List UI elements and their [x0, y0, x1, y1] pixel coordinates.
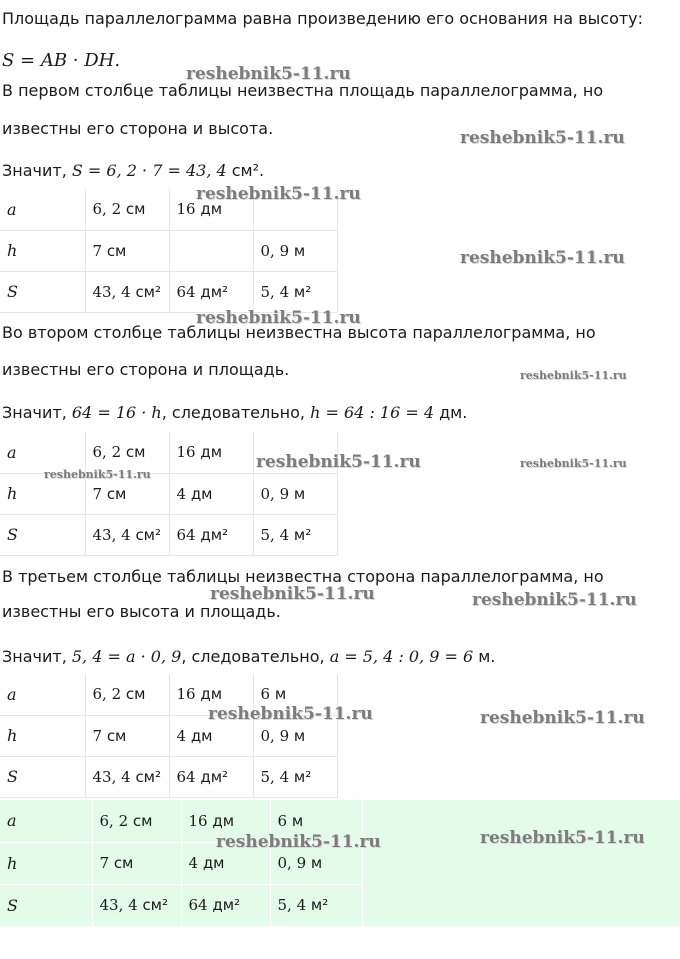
- block1-line2: известны его сторона и высота.: [2, 119, 274, 138]
- intro-text: Площадь параллелограмма равна произведению его основания на высоту:: [2, 9, 644, 28]
- watermark: reshebnik5-11.ru: [520, 457, 627, 470]
- block1-conclusion: [2, 160, 264, 182]
- conclusion-unit: м.: [473, 647, 496, 666]
- row-label: h: [0, 715, 85, 756]
- table-cell: 7 см: [85, 473, 169, 514]
- conclusion-unit: см².: [226, 161, 265, 180]
- table-cell: 6, 2 см: [85, 432, 169, 473]
- row-label: S: [0, 271, 85, 312]
- answer-table: [0, 800, 363, 927]
- block3-conclusion: [2, 646, 495, 668]
- table-cell: 5, 4 м²: [253, 756, 337, 797]
- table-cell: 7 см: [85, 715, 169, 756]
- conclusion-mid: , следовательно,: [181, 647, 330, 666]
- row-label: h: [0, 473, 85, 514]
- conclusion-math: S = 6, 2 · 7 = 43, 4: [71, 161, 227, 180]
- conclusion-math: a = 5, 4 : 0, 9 = 6: [329, 647, 474, 666]
- watermark: reshebnik5-11.ru: [216, 832, 381, 852]
- table-cell: 64 дм²: [169, 756, 253, 797]
- table-cell: 0, 9 м: [253, 230, 337, 271]
- table-cell: 4 дм: [169, 715, 253, 756]
- row-label: h: [0, 230, 85, 271]
- block2-line1: Во втором столбце таблицы неизвестна высота параллелограмма, но: [2, 323, 596, 342]
- table-cell: 64 дм²: [169, 514, 253, 555]
- table-1: [0, 189, 338, 313]
- watermark: reshebnik5-11.ru: [460, 128, 625, 148]
- row-label: S: [0, 514, 85, 555]
- watermark: reshebnik5-11.ru: [196, 308, 361, 328]
- area-formula: S = AB · DH.: [2, 50, 121, 71]
- table-cell: [169, 230, 253, 271]
- conclusion-math: h = 64 : 16 = 4: [310, 403, 435, 422]
- watermark: reshebnik5-11.ru: [256, 452, 421, 472]
- conclusion-math: 5, 4 = a · 0, 9: [71, 647, 182, 666]
- watermark: reshebnik5-11.ru: [210, 584, 375, 604]
- table-cell: 43, 4 см²: [85, 514, 169, 555]
- table-cell: 7 см: [85, 230, 169, 271]
- table-cell: 0, 9 м: [253, 715, 337, 756]
- table-cell: 6 м: [253, 674, 337, 715]
- block3-line1: В третьем столбце таблицы неизвестна сторона параллелограмма, но: [2, 567, 604, 586]
- watermark: reshebnik5-11.ru: [44, 468, 151, 481]
- conclusion-unit: дм.: [434, 403, 468, 422]
- row-label: S: [0, 884, 92, 926]
- row-label: a: [0, 189, 85, 230]
- table-cell: 4 дм: [181, 842, 270, 884]
- row-label: a: [0, 800, 92, 842]
- table-cell: 7 см: [92, 842, 181, 884]
- table-cell: 43, 4 см²: [85, 756, 169, 797]
- block3-line2: известны его высота и площадь.: [2, 602, 281, 621]
- conclusion-math: 64 = 16 · h: [71, 403, 162, 422]
- watermark: reshebnik5-11.ru: [520, 369, 627, 382]
- table-cell: 16 дм: [169, 674, 253, 715]
- table-cell: 64 дм²: [181, 884, 270, 926]
- row-label: h: [0, 842, 92, 884]
- table-cell: 64 дм²: [169, 271, 253, 312]
- row-label: a: [0, 674, 85, 715]
- table-2: [0, 432, 338, 556]
- watermark: reshebnik5-11.ru: [208, 704, 373, 724]
- table-cell: 6, 2 см: [92, 800, 181, 842]
- watermark: reshebnik5-11.ru: [480, 828, 645, 848]
- table-cell: 16 дм: [169, 432, 253, 473]
- row-label: S: [0, 756, 85, 797]
- table-cell: 6, 2 см: [85, 674, 169, 715]
- table-cell: 6 м: [270, 800, 362, 842]
- conclusion-prefix: Значит,: [2, 161, 72, 180]
- table-3: [0, 674, 338, 798]
- table-cell: 4 дм: [169, 473, 253, 514]
- table-row: [0, 271, 337, 312]
- block2-line2: известны его сторона и площадь.: [2, 360, 290, 379]
- table-cell: 43, 4 см²: [85, 271, 169, 312]
- block1-line1: В первом столбце таблицы неизвестна площадь параллелограмма, но: [2, 81, 604, 100]
- table-cell: 0, 9 м: [253, 473, 337, 514]
- watermark: reshebnik5-11.ru: [460, 248, 625, 268]
- block2-conclusion: [2, 402, 467, 424]
- conclusion-prefix: Значит,: [2, 403, 72, 422]
- watermark: reshebnik5-11.ru: [480, 708, 645, 728]
- table-cell: 5, 4 м²: [270, 884, 362, 926]
- watermark: reshebnik5-11.ru: [186, 64, 351, 84]
- watermark: reshebnik5-11.ru: [472, 590, 637, 610]
- table-row: [0, 756, 337, 797]
- table-cell: 5, 4 м²: [253, 271, 337, 312]
- conclusion-mid: , следовательно,: [161, 403, 311, 422]
- table-cell: 43, 4 см²: [92, 884, 181, 926]
- conclusion-prefix: Значит,: [2, 647, 72, 666]
- table-cell: 16 дм: [169, 189, 253, 230]
- table-cell: 0, 9 м: [270, 842, 362, 884]
- table-row: [0, 884, 362, 926]
- table-row: [0, 514, 337, 555]
- row-label: a: [0, 432, 85, 473]
- table-cell: 16 дм: [181, 800, 270, 842]
- watermark: reshebnik5-11.ru: [196, 184, 361, 204]
- table-cell: 6, 2 см: [85, 189, 169, 230]
- table-row: [0, 230, 337, 271]
- table-cell: 5, 4 м²: [253, 514, 337, 555]
